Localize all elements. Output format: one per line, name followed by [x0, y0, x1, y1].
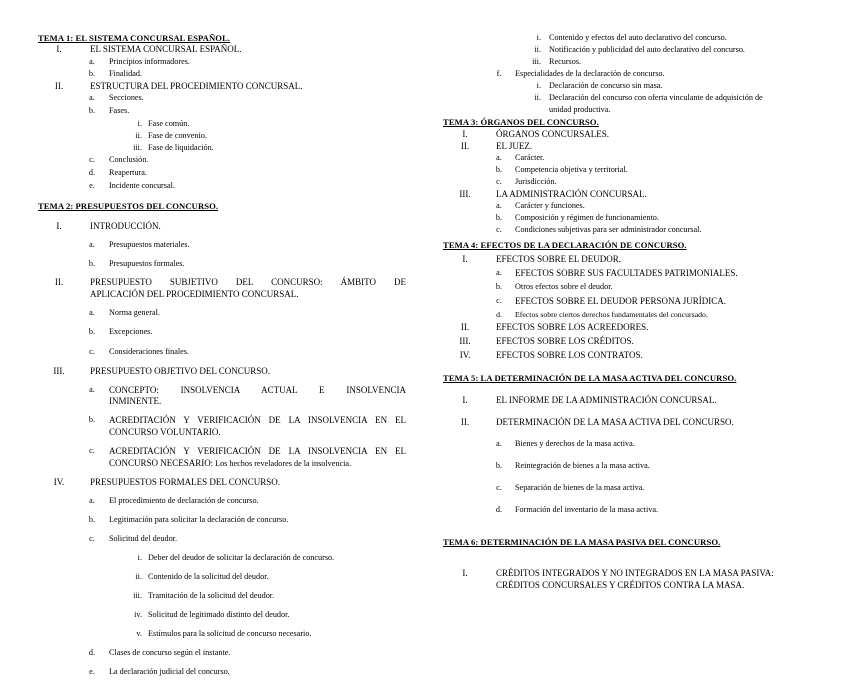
sub-item: a. CONCEPTO: INSOLVENCIA ACTUAL E INSOLVENCIA INMINENTE. [89, 385, 406, 406]
tema2-item-3: III. PRESUPUESTO OBJETIVO DEL CONCURSO. [53, 366, 271, 376]
tema1-item-1: I. EL SISTEMA CONCURSAL ESPAÑOL. [56, 44, 242, 54]
sub-item: b. Competencia objetiva y territorial. [495, 165, 628, 174]
sub-item: a. Carácter y funciones. [496, 201, 585, 210]
sub-item: a. Bienes y derechos de la masa activa. [496, 439, 635, 448]
tema3-item-3: III. LA ADMINISTRACIÓN CONCURSAL. [459, 189, 647, 199]
sub-item: a. Principios informadores. [89, 57, 190, 66]
tema4-item-1: I. EFECTOS SOBRE EL DEUDOR. [462, 254, 622, 264]
sub-item: a. Carácter. [496, 153, 545, 162]
sub-item: c. Separación de bienes de la masa activa. [496, 483, 645, 492]
subsub-item: v. Estímulos para la solicitud de concurso necesario. [136, 629, 312, 638]
tema4-item-2: II. EFECTOS SOBRE LOS ACREEDORES. [460, 322, 649, 332]
sub-item: a. El procedimiento de declaración de concurso. [89, 496, 259, 505]
tema6-item-1: I. CRÉDITOS INTEGRADOS Y NO INTEGRADOS EN LA MASA PASIVA: CRÉDITOS CONCURSALES Y CRÉDITOS CONTRA LA MASA. [462, 568, 774, 590]
sub-item: e. Incidente concursal. [89, 181, 175, 190]
subsub-item: iv. Solicitud de legitimado distinto del deudor. [134, 610, 290, 619]
tema6-heading: TEMA 6: DETERMINACIÓN DE LA MASA PASIVA DEL CONCURSO. [443, 537, 721, 547]
subsub-item: ii. Fase de convenio. [135, 131, 207, 140]
tema3-heading: TEMA 3: ÓRGANOS DEL CONCURSO. [443, 117, 599, 127]
sub-item: c. Condiciones subjetivas para ser administrador concursal. [496, 225, 702, 234]
tema1-item-2: II. ESTRUCTURA DEL PROCEDIMIENTO CONCURSAL. [54, 81, 303, 91]
sub-item: b. Legitimación para solicitar la declaración de concurso. [88, 515, 289, 524]
tema5-heading: TEMA 5: LA DETERMINACIÓN DE LA MASA ACTIVA DEL CONCURSO. [443, 373, 737, 383]
sub-item: c. Consideraciones finales. [89, 347, 190, 356]
sub-item: a. EFECTOS SOBRE SUS FACULTADES PATRIMONIALES. [496, 268, 738, 278]
tema4-item-3: III. EFECTOS SOBRE LOS CRÉDITOS. [459, 336, 634, 346]
sub-item: c. Conclusión. [89, 155, 149, 164]
sub-item: b. ACREDITACIÓN Y VERIFICACIÓN DE LA INSOLVENCIA EN EL CONCURSO VOLUNTARIO. [88, 415, 406, 437]
subsub-item: iii. Recursos. [532, 57, 582, 66]
sub-item: a. Norma general. [89, 308, 160, 317]
tema5-item-2: II. DETERMINACIÓN DE LA MASA ACTIVA DEL CONCURSO. [460, 417, 734, 427]
tema3-item-1: I. ÓRGANOS CONCURSALES. [462, 129, 610, 139]
tema1-heading: TEMA 1: EL SISTEMA CONCURSAL ESPAÑOL. [38, 33, 231, 43]
sub-item: b. Otros efectos sobre el deudor. [495, 282, 613, 291]
sub-item: d. Formación del inventario de la masa activa. [495, 505, 659, 514]
subsub-item: iii. Fase de liquidación. [133, 143, 214, 152]
sub-item: c. Jurisdicción. [496, 177, 557, 186]
sub-item: c. EFECTOS SOBRE EL DEUDOR PERSONA JURÍDICA. [496, 296, 727, 306]
sub-item: c. ACREDITACIÓN Y VERIFICACIÓN DE LA INSOLVENCIA EN EL CONCURSO NECESARIO: Los hechos reveladores de la insolvencia. [89, 446, 406, 468]
sub-item: a. Secciones. [89, 93, 144, 102]
subsub-item: ii. Notificación y publicidad del auto declarativo del concurso. [534, 45, 745, 54]
tema2-item-1: I. INTRODUCCIÓN. [56, 221, 161, 231]
sub-item: f. Especialidades de la declaración de concurso. [496, 69, 665, 78]
sub-item: d. Reapertura. [88, 168, 147, 177]
subsub-item: i. Fase común. [137, 119, 190, 128]
subsub-item: i. Deber del deudor de solicitar la declaración de concurso. [137, 553, 335, 562]
subsub-item: iii. Tramitación de la solicitud del deudor. [133, 591, 275, 600]
sub-item: b. Presupuestos formales. [88, 259, 185, 268]
sub-item: d. Efectos sobre ciertos derechos fundamentales del concursado. [496, 310, 708, 319]
tema5-item-1: I. EL INFORME DE LA ADMINISTRACIÓN CONCURSAL. [462, 395, 717, 405]
sub-item: b. Composición y régimen de funcionamiento. [495, 213, 659, 222]
subsub-item: i. Contenido y efectos del auto declarativo del concurso. [536, 33, 727, 42]
sub-item: c. Solicitud del deudor. [89, 534, 177, 543]
tema2-item-2: II. PRESUPUESTO SUBJETIVO DEL CONCURSO: ÁMBITO DE APLICACIÓN DEL PROCEDIMIENTO CONCURSAL. [54, 277, 406, 299]
sub-item: b. Excepciones. [88, 327, 153, 336]
tema2-heading: TEMA 2: PRESUPUESTOS DEL CONCURSO. [38, 201, 219, 211]
tema2-item-4: IV. PRESUPUESTOS FORMALES DEL CONCURSO. [53, 477, 281, 487]
tema4-heading: TEMA 4: EFECTOS DE LA DECLARACIÓN DE CONCURSO. [443, 240, 687, 250]
subsub-item: i. Declaración de concurso sin masa. [536, 81, 663, 90]
sub-item: d. Clases de concurso según el instante. [88, 648, 231, 657]
sub-item: b. Fases. [88, 106, 130, 115]
subsub-item: ii. Declaración del concurso con oferta vinculante de adquisición de unidad productiva. [534, 93, 763, 114]
sub-item: a. Presupuestos materiales. [89, 240, 190, 249]
sub-item: b. Finalidad. [88, 69, 142, 78]
sub-item: e. La declaración judicial del concurso. [89, 667, 230, 676]
subsub-item: ii. Contenido de la solicitud del deudor. [135, 572, 269, 581]
tema4-item-4: IV. EFECTOS SOBRE LOS CONTRATOS. [459, 350, 643, 360]
sub-item: b. Reintegración de bienes a la masa activa. [495, 461, 650, 470]
tema3-item-2: II. EL JUEZ. [460, 141, 533, 151]
